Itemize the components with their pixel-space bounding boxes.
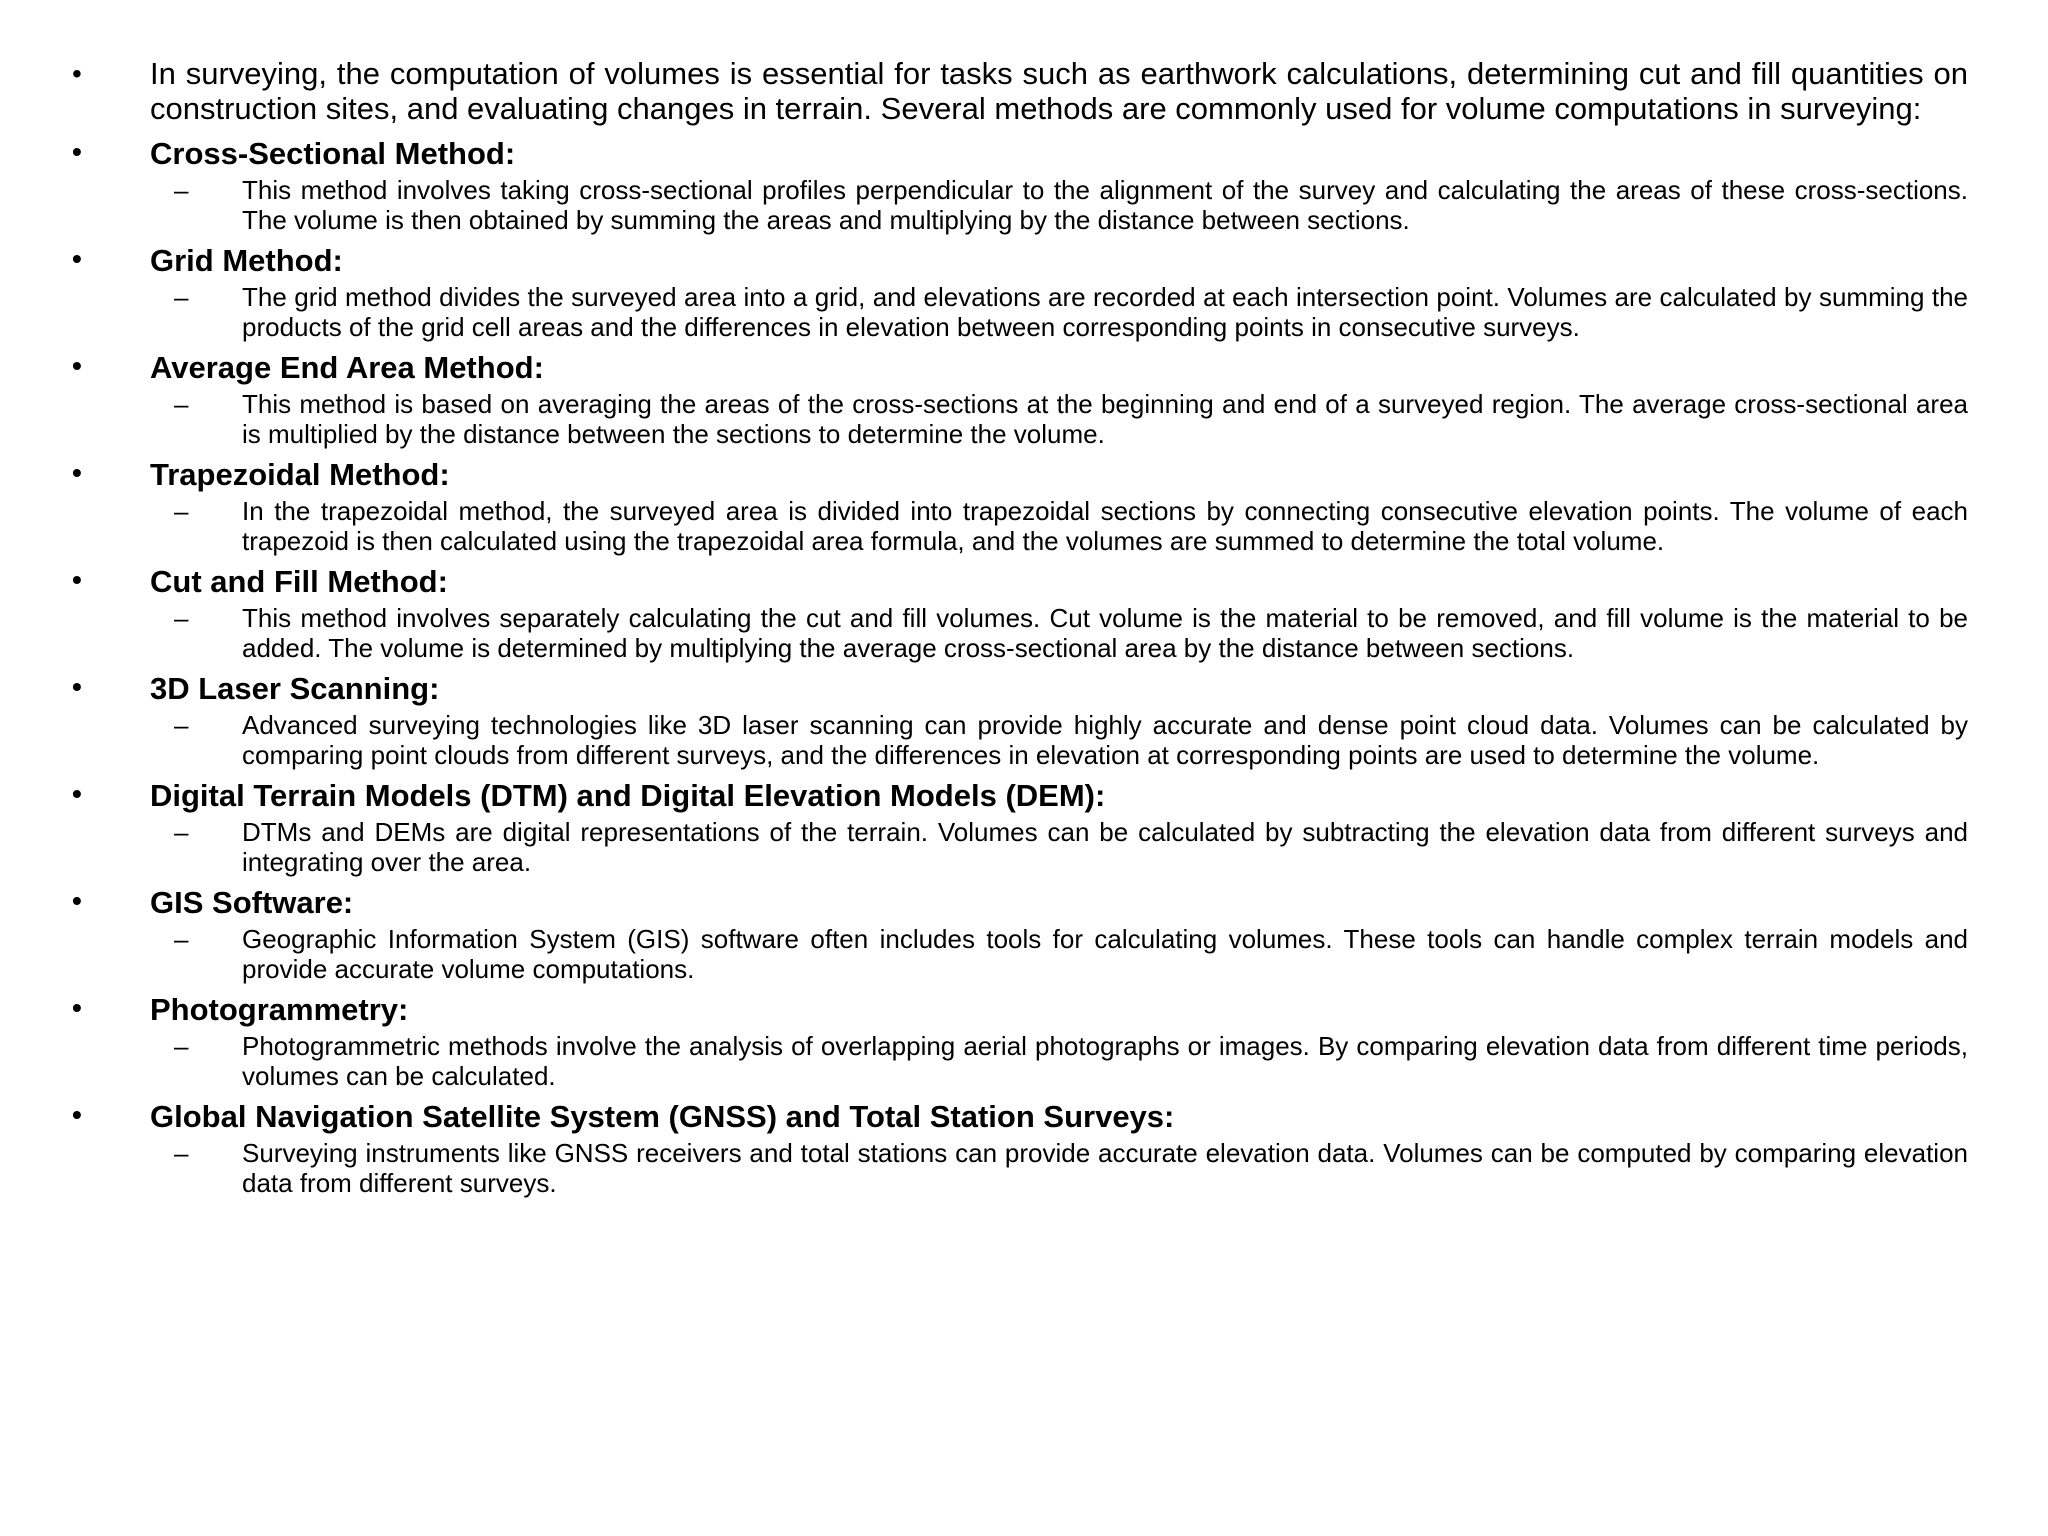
bullet-icon: • bbox=[72, 778, 82, 809]
method-description-text: This method is based on averaging the areas of the cross-sections at the beginning and end of a surveyed region. The average cross-sectional area is multiplied by the distance between the sections to determine the volume. bbox=[242, 389, 1968, 449]
method-title: Cut and Fill Method: bbox=[150, 564, 448, 599]
method-description-text: Photogrammetric methods involve the analysis of overlapping aerial photographs or images. By comparing elevation data from different time periods, volumes can be calculated. bbox=[242, 1031, 1968, 1091]
method-description bbox=[72, 390, 1968, 449]
dash-icon: – bbox=[174, 817, 189, 847]
method-title: Grid Method: bbox=[150, 243, 343, 278]
method-heading bbox=[72, 669, 1968, 709]
method-trapezoidal bbox=[72, 455, 1968, 556]
dash-icon: – bbox=[174, 603, 189, 633]
dash-icon: – bbox=[174, 924, 189, 954]
dash-icon: – bbox=[174, 282, 189, 312]
dash-icon: – bbox=[174, 710, 189, 740]
method-photogrammetry bbox=[72, 990, 1968, 1091]
dash-icon: – bbox=[174, 496, 189, 526]
method-description bbox=[72, 925, 1968, 984]
method-title: Photogrammetry: bbox=[150, 992, 409, 1027]
bullet-icon: • bbox=[72, 350, 82, 381]
method-heading bbox=[72, 348, 1968, 388]
method-cut-and-fill bbox=[72, 562, 1968, 663]
method-grid bbox=[72, 241, 1968, 342]
method-title: Digital Terrain Models (DTM) and Digital Elevation Models (DEM): bbox=[150, 778, 1106, 813]
method-heading bbox=[72, 1097, 1968, 1137]
bullet-icon: • bbox=[72, 243, 82, 274]
intro-item bbox=[72, 56, 1968, 126]
method-heading bbox=[72, 455, 1968, 495]
method-title: Global Navigation Satellite System (GNSS) and Total Station Surveys: bbox=[150, 1099, 1175, 1134]
method-heading bbox=[72, 134, 1968, 174]
method-description-text: Surveying instruments like GNSS receivers and total stations can provide accurate elevation data. Volumes can be computed by comparing elevation data from different surveys. bbox=[242, 1138, 1968, 1198]
dash-icon: – bbox=[174, 1031, 189, 1061]
method-gis-software bbox=[72, 883, 1968, 984]
method-dtm-dem bbox=[72, 776, 1968, 877]
method-heading bbox=[72, 776, 1968, 816]
method-description bbox=[72, 283, 1968, 342]
method-heading bbox=[72, 990, 1968, 1030]
intro-text: In surveying, the computation of volumes is essential for tasks such as earthwork calculations, determining cut and fill quantities on construction sites, and evaluating changes in terrain. Several methods are commonly used for volume computations in surveying: bbox=[150, 56, 1968, 126]
method-cross-sectional bbox=[72, 134, 1968, 235]
method-description bbox=[72, 818, 1968, 877]
bullet-icon: • bbox=[72, 564, 82, 595]
method-title: Cross-Sectional Method: bbox=[150, 136, 516, 171]
method-heading bbox=[72, 883, 1968, 923]
method-heading bbox=[72, 562, 1968, 602]
method-title: GIS Software: bbox=[150, 885, 354, 920]
bullet-icon: • bbox=[72, 136, 82, 167]
method-description-text: Advanced surveying technologies like 3D laser scanning can provide highly accurate and dense point cloud data. Volumes can be calculated by comparing point clouds from different surveys, and the differences in elevation at corresponding points are used to determine the volume. bbox=[242, 710, 1968, 770]
method-title: Average End Area Method: bbox=[150, 350, 544, 385]
method-heading bbox=[72, 241, 1968, 281]
method-description bbox=[72, 1139, 1968, 1198]
method-gnss-total-station bbox=[72, 1097, 1968, 1198]
method-description bbox=[72, 176, 1968, 235]
dash-icon: – bbox=[174, 1138, 189, 1168]
method-description bbox=[72, 604, 1968, 663]
method-description-text: In the trapezoidal method, the surveyed area is divided into trapezoidal sections by connecting consecutive elevation points. The volume of each trapezoid is then calculated using the trapezoidal area formula, and the volumes are summed to determine the total volume. bbox=[242, 496, 1968, 556]
method-description-text: Geographic Information System (GIS) software often includes tools for calculating volumes. These tools can handle complex terrain models and provide accurate volume computations. bbox=[242, 924, 1968, 984]
bullet-icon: • bbox=[72, 992, 82, 1023]
bullet-icon: • bbox=[72, 58, 82, 89]
method-description bbox=[72, 497, 1968, 556]
method-description-text: This method involves taking cross-sectional profiles perpendicular to the alignment of the survey and calculating the areas of these cross-sections. The volume is then obtained by summing the areas and multiplying by the distance between sections. bbox=[242, 175, 1968, 235]
method-title: Trapezoidal Method: bbox=[150, 457, 450, 492]
method-description bbox=[72, 1032, 1968, 1091]
dash-icon: – bbox=[174, 389, 189, 419]
method-title: 3D Laser Scanning: bbox=[150, 671, 440, 706]
bullet-icon: • bbox=[72, 1099, 82, 1130]
dash-icon: – bbox=[174, 175, 189, 205]
method-description-text: The grid method divides the surveyed area into a grid, and elevations are recorded at each intersection point. Volumes are calculated by summing the products of the grid cell areas and the differences in elevation between corresponding points in consecutive surveys. bbox=[242, 282, 1968, 342]
bullet-icon: • bbox=[72, 671, 82, 702]
bullet-icon: • bbox=[72, 457, 82, 488]
method-description bbox=[72, 711, 1968, 770]
method-average-end-area bbox=[72, 348, 1968, 449]
method-description-text: DTMs and DEMs are digital representations of the terrain. Volumes can be calculated by subtracting the elevation data from different surveys and integrating over the area. bbox=[242, 817, 1968, 877]
bullet-icon: • bbox=[72, 885, 82, 916]
method-description-text: This method involves separately calculating the cut and fill volumes. Cut volume is the material to be removed, and fill volume is the material to be added. The volume is determined by multiplying the average cross-sectional area by the distance between sections. bbox=[242, 603, 1968, 663]
method-3d-laser-scanning bbox=[72, 669, 1968, 770]
